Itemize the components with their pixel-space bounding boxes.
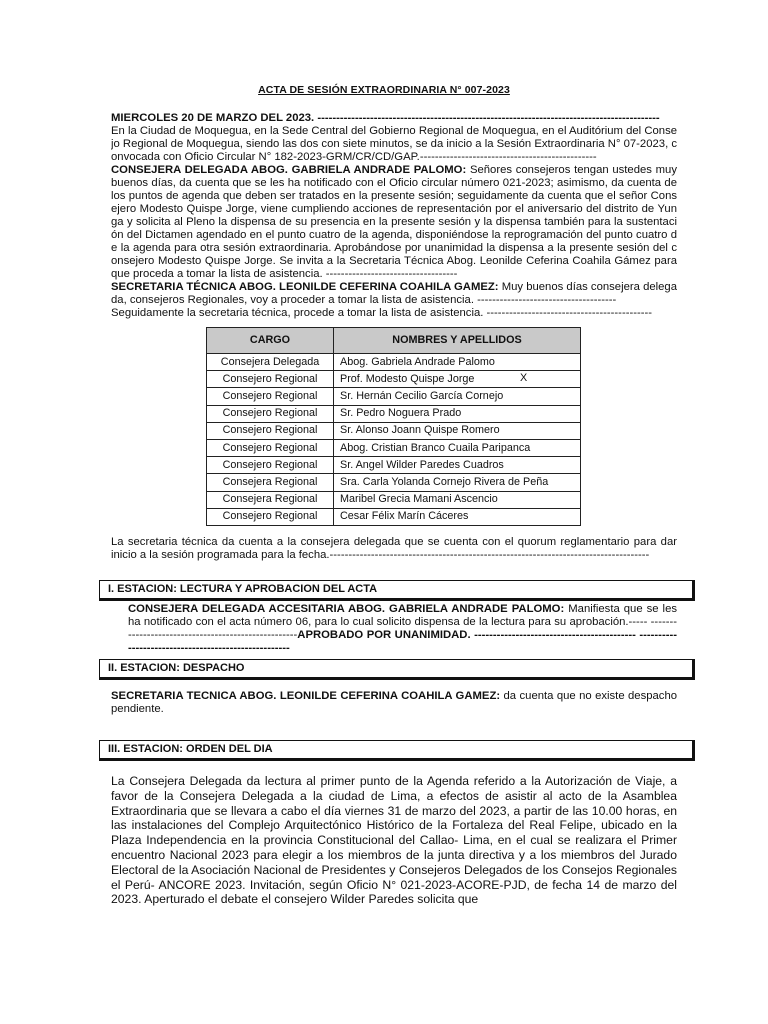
table-row	[207, 474, 581, 491]
section2-text	[111, 690, 677, 716]
table-row	[207, 491, 581, 508]
header-nombres: NOMBRES Y APELLIDOS	[334, 328, 581, 354]
document-title: ACTA DE SESIÓN EXTRAORDINARIA N° 007-2023	[258, 84, 510, 96]
section-heading-despacho: II. ESTACION: DESPACHO	[99, 659, 695, 680]
cargo-cell: Consejero Regional	[207, 508, 334, 525]
quorum-paragraph: La secretaria técnica da cuenta a la consejera delegada que se cuenta con el quorum reglamentario para dar inicio a la sesión programada para la fecha.-------------------------------------------------------------------------------------	[111, 536, 677, 561]
nombre-cell: Sra. Carla Yolanda Cornejo Rivera de Peña	[334, 474, 581, 491]
nombre-cell: Abog. Gabriela Andrade Palomo	[334, 354, 581, 371]
cargo-cell: Consejero Regional	[207, 422, 334, 439]
cargo-cell: Consejero Regional	[207, 439, 334, 456]
section-heading-orden-del-dia: III. ESTACION: ORDEN DEL DIA	[99, 740, 695, 761]
section-heading-lectura: I. ESTACION: LECTURA Y APROBACION DEL ACTA	[99, 580, 695, 601]
section2-speaker: SECRETARIA TECNICA ABOG. LEONILDE CEFERINA COAHILA GAMEZ:	[111, 690, 501, 702]
nombre-cell: Abog. Cristian Branco Cuaila Paripanca	[334, 439, 581, 456]
table-row	[207, 457, 581, 474]
section2-body: da cuenta que no existe despacho pendiente.	[111, 690, 678, 715]
section1-text	[128, 603, 677, 655]
cargo-cell: Consejero Regional	[207, 405, 334, 422]
table-row	[207, 508, 581, 525]
speaker1-paragraph	[111, 164, 677, 281]
intro-paragraph: En la Ciudad de Moquegua, en la Sede Central del Gobierno Regional de Moquegua, en el Auditórium del Consejo Regional de Moquegua, siendo las dos con siete minutos, se da inicio a la Sesión Extraordinaria N° 07-2023, convocada con Oficio Circular N° 182-2023-GRM/CR/CD/GAP.-----------------------------------------------	[111, 125, 677, 163]
followup-paragraph: Seguidamente la secretaria técnica, procede a tomar la lista de asistencia. --------------------------------------------	[111, 307, 653, 319]
table-row	[207, 405, 581, 422]
header-cargo: CARGO	[207, 328, 334, 354]
absence-mark: X	[520, 372, 528, 385]
table-row	[207, 439, 581, 456]
section3-text: La Consejera Delegada da lectura al primer punto de la Agenda referido a la Autorización de Viaje, a favor de la Consejera Delegada a la ciudad de Lima, a efectos de asistir al acto de la Asamblea Extraordinaria que se llevara a cabo el día viernes 31 de marzo del 2023, a partir de las 10.00 horas, en las instalaciones del Complejo Arquitectónico Histórico de la Fortaleza del Real Felipe, ubicado en la Plaza Independencia en la provincia Constitucional del Callao- Lima, en el cual se realizara el Primer encuentro Nacional 2023 para elegir a los miembros de la junta directiva y a los miembros del Jurado Electoral de la Asociación Nacional de Presidentes y Consejeros Delegados de los Consejos Regionales el Perú- ANCORE 2023. Invitación, según Oficio N° 021-2023-ACORE-PJD, de fecha 14 de marzo del 2023. Aperturado el debate el consejero Wilder Paredes solicita que	[111, 774, 677, 907]
nombre-cell: Sr. Alonso Joann Quispe Romero	[334, 422, 581, 439]
table-header-row	[207, 328, 581, 354]
table-row	[207, 354, 581, 371]
speaker2-text: Muy buenos días consejera delegada, consejeros Regionales, voy a proceder a tomar la lista de asistencia. -------------------------------------	[111, 281, 677, 306]
cargo-cell: Consejero Regional	[207, 457, 334, 474]
table-row	[207, 388, 581, 405]
cargo-cell: Consejero Regional	[207, 388, 334, 405]
nombre-cell: Prof. Modesto Quispe Jorge X	[334, 371, 581, 388]
opening-block	[111, 112, 677, 320]
section1-speaker: CONSEJERA DELEGADA ACCESITARIA ABOG. GABRIELA ANDRADE PALOMO:	[128, 603, 565, 615]
section1-body: Manifiesta que se les ha notificado con el acta número 06, para lo cual solicito dispensa de la lectura para su aprobación.----- ----------------------------------------------------	[128, 603, 677, 641]
nombre-cell: Cesar Félix Marín Cáceres	[334, 508, 581, 525]
nombre-cell: Maribel Grecia Mamani Ascencio	[334, 491, 581, 508]
nombre-cell: Sr. Angel Wilder Paredes Cuadros	[334, 457, 581, 474]
speaker2-name: SECRETARIA TÉCNICA ABOG. LEONILDE CEFERINA COAHILA GAMEZ:	[111, 281, 499, 293]
attendance-table	[206, 327, 581, 526]
cargo-cell: Consejera Delegada	[207, 354, 334, 371]
nombre-cell: Sr. Hernán Cecilio García Cornejo	[334, 388, 581, 405]
cargo-cell: Consejera Regional	[207, 474, 334, 491]
approved-unanimous: APROBADO POR UNANIMIDAD. ------------------------------------------- -----------------------------------------------------	[128, 629, 677, 654]
table-row	[207, 422, 581, 439]
date-line: MIERCOLES 20 DE MARZO DEL 2023. -------------------------------------------------------------------------------------------	[111, 112, 660, 124]
cargo-cell: Consejero Regional	[207, 371, 334, 388]
cargo-cell: Consejera Regional	[207, 491, 334, 508]
table-row	[207, 371, 581, 388]
speaker1-text: Señores consejeros tengan ustedes muy buenos días, da cuenta que se les ha notificado con el Oficio circular número 021-2023; asimismo, da cuenta de los puntos de agenda que deben ser tratados en la presente sesión; seguidamente da cuenta que el señor Consejero Modesto Quispe Jorge, viene cumpliendo acciones de representación por el aniversario del distrito de Yunga y solicita al Pleno la dispensa de su presencia en la presente sesión y la dispensa también para la sustentación del Dictamen agendado en el punto cuatro de la agenda, disponiéndose la reprogramación del punto cuatro de la agenda para otra sesión extraordinaria. Aprobándose por unanimidad la dispensa a la presente sesión del consejero Modesto Quispe Jorge. Se invita a la Secretaria Técnica Abog. Leonilde Ceferina Coahila Gámez para que proceda a tomar la lista de asistencia. -----------------------------------	[111, 164, 677, 280]
speaker2-paragraph	[111, 281, 677, 307]
nombre-cell: Sr. Pedro Noguera Prado	[334, 405, 581, 422]
speaker1-name: CONSEJERA DELEGADA ABOG. GABRIELA ANDRADE PALOMO:	[111, 164, 467, 176]
